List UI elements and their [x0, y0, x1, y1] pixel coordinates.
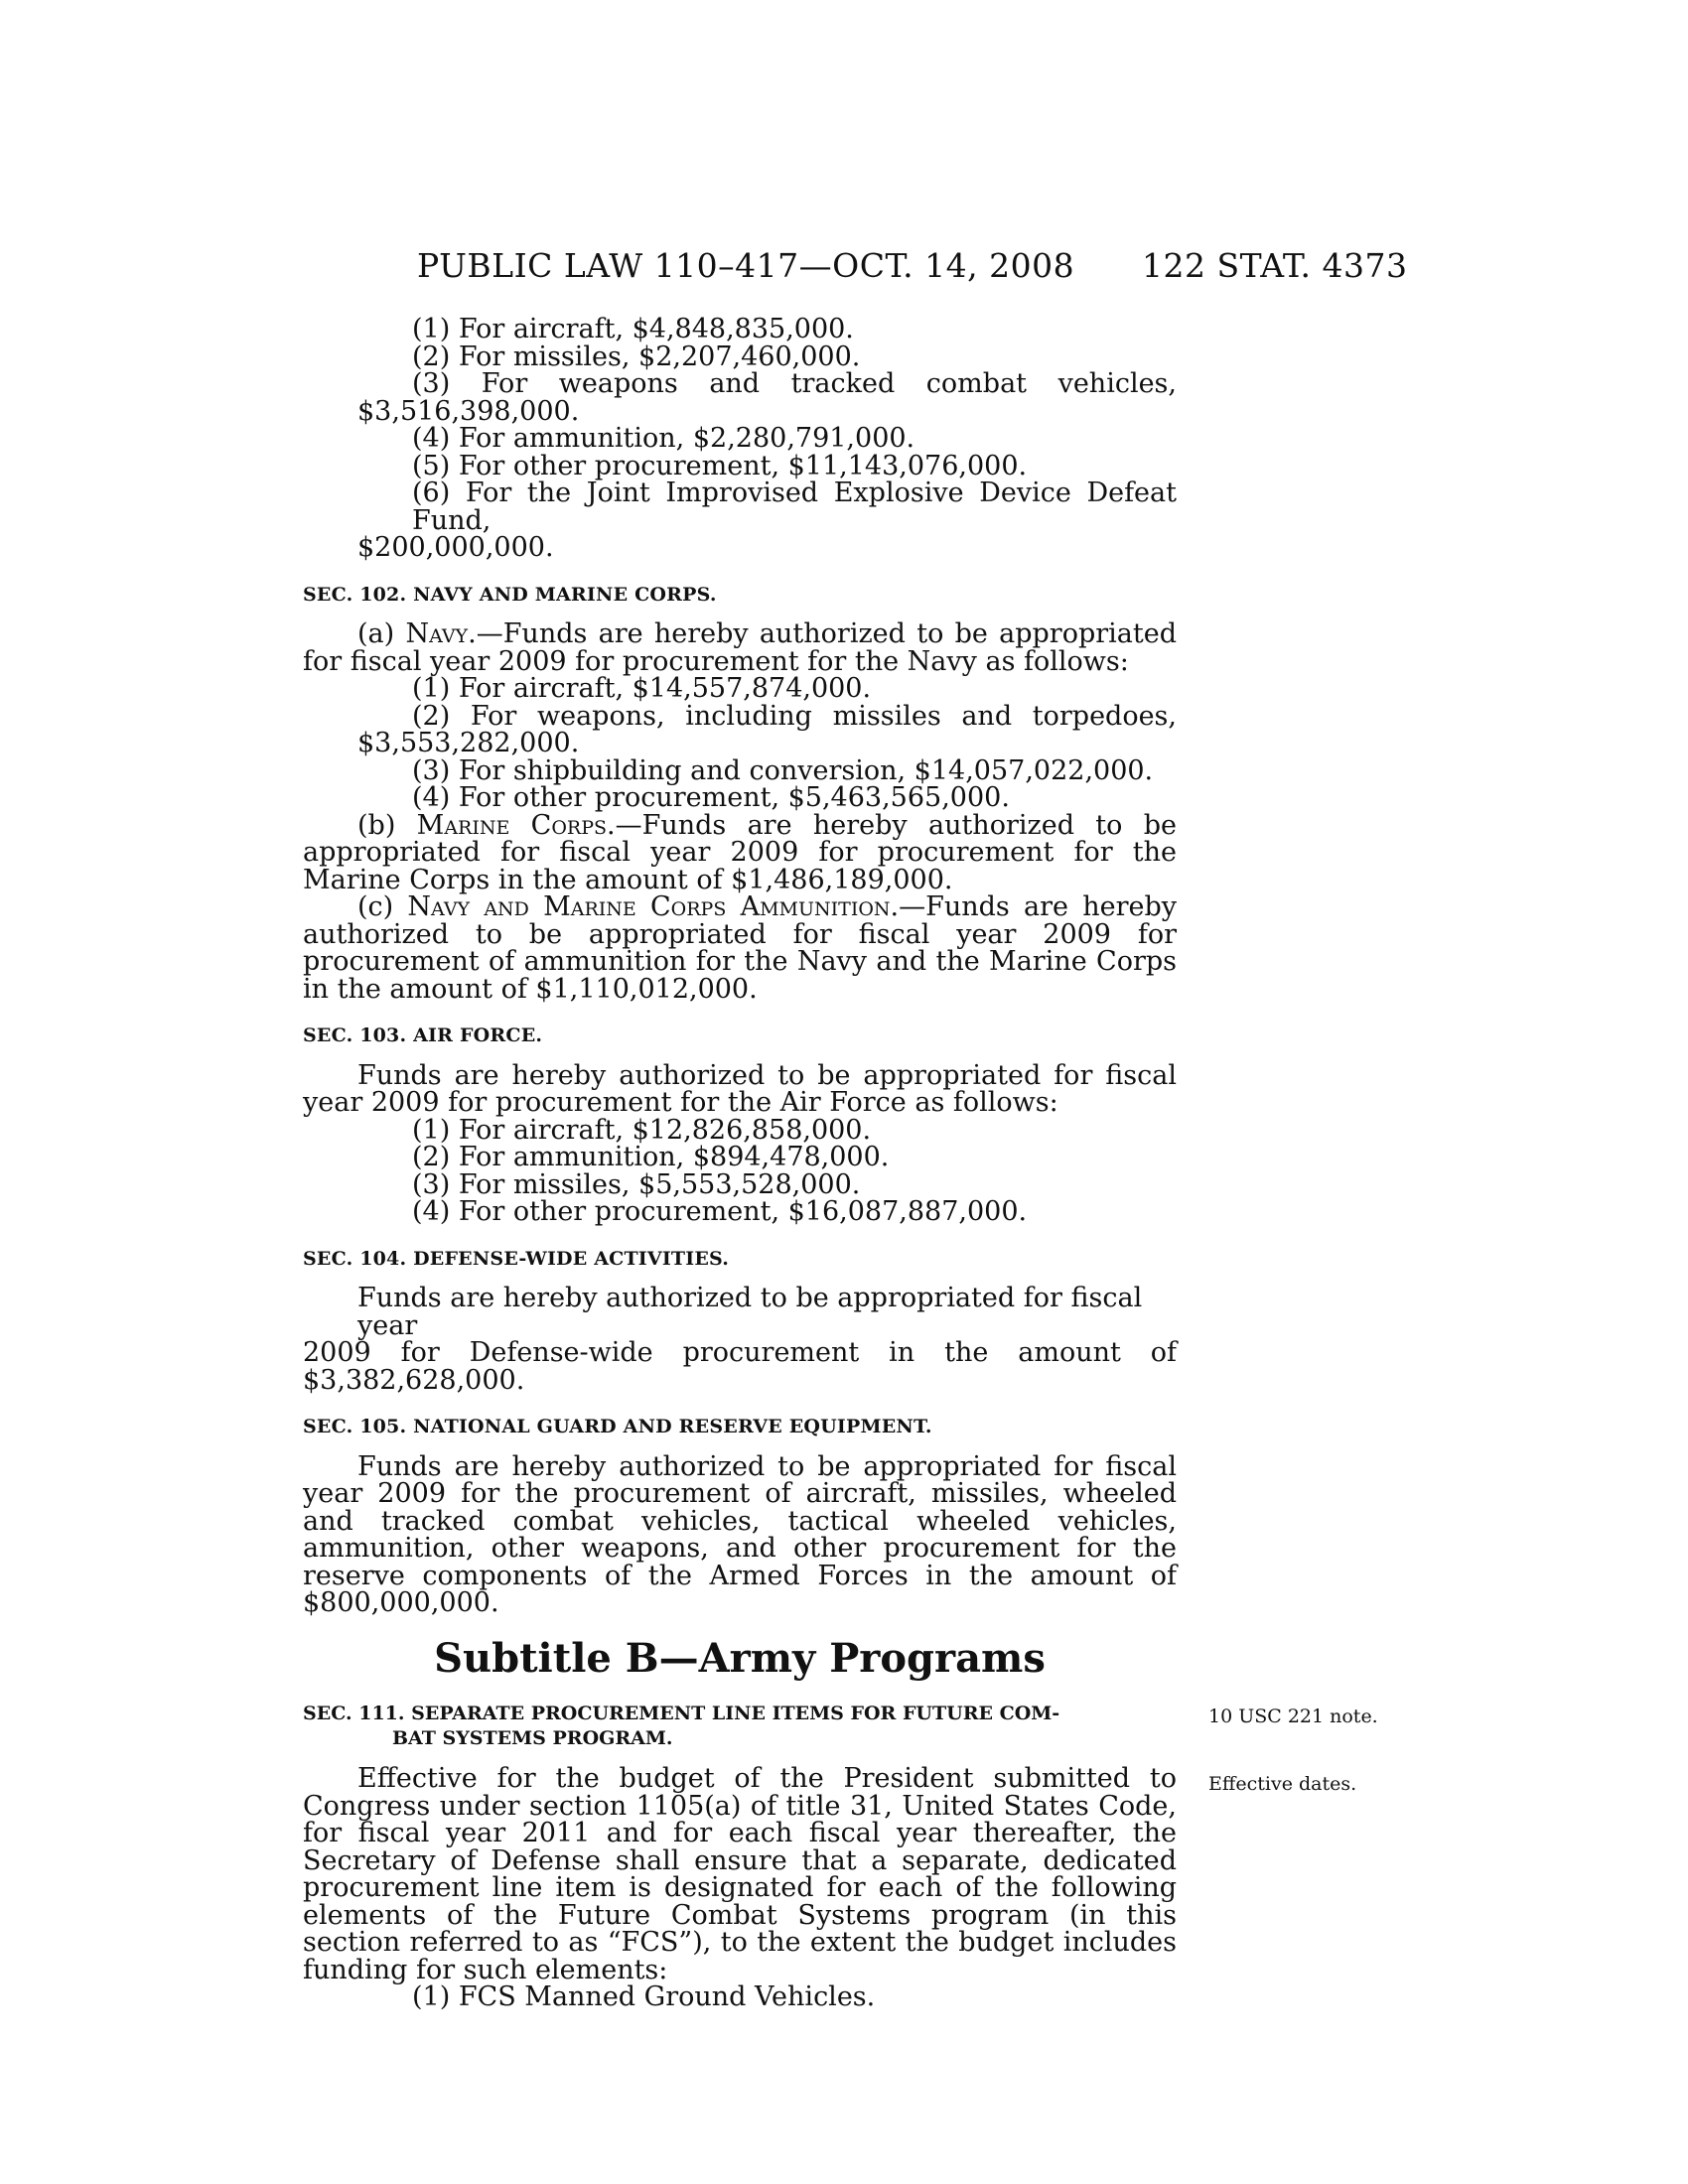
section-111: [303, 1702, 1378, 2012]
section-heading-line: BAT SYSTEMS PROGRAM.: [392, 1727, 673, 1749]
list-item: (4) For other procurement, $16,087,887,000.: [412, 1196, 1028, 1227]
section-heading-111: [303, 1702, 1177, 1751]
section-heading-line: SEC. 111. SEPARATE PROCUREMENT LINE ITEMS FOR FUTURE COM-: [303, 1703, 1060, 1724]
subsection-caption: Navy and Marine Corps Ammunition: [407, 891, 891, 922]
list-item-continuation: $3,553,282,000.: [357, 728, 580, 758]
margin-note-effective: Effective dates.: [1208, 1773, 1357, 1795]
subsection-label: (b): [357, 809, 417, 841]
subsection-c: [303, 893, 1177, 1003]
list-item: (2) For missiles, $2,207,460,000.: [412, 341, 861, 372]
list-item: (4) For ammunition, $2,280,791,000.: [412, 423, 915, 454]
list-item-continuation: $200,000,000.: [357, 532, 554, 563]
list-item: (2) For weapons, including missiles and torpedoes,: [412, 700, 1177, 732]
list-item: (1) For aircraft, $12,826,858,000.: [412, 1114, 872, 1146]
section-heading-104: SEC. 104. DEFENSE-WIDE ACTIVITIES.: [303, 1247, 730, 1270]
list-item: (6) For the Joint Improvised Explosive Device Defeat Fund,: [412, 478, 1177, 536]
running-header-title: PUBLIC LAW 110–417—OCT. 14, 2008: [417, 246, 1075, 285]
document-body: [303, 314, 1378, 2012]
list-item: (3) For weapons and tracked combat vehicles,: [412, 368, 1177, 399]
running-header-stat: 122 STAT. 4373: [1142, 246, 1408, 285]
list-item: (1) For aircraft, $14,557,874,000.: [412, 673, 872, 704]
subsection-caption: Navy: [405, 618, 469, 649]
list-item: (1) For aircraft, $4,848,835,000.: [412, 314, 854, 344]
list-item: (1) FCS Manned Ground Vehicles.: [412, 1981, 876, 2012]
section-heading-102: SEC. 102. NAVY AND MARINE CORPS.: [303, 583, 717, 606]
subsection-caption: Marine Corps: [416, 809, 608, 841]
section-text-line: $3,382,628,000.: [303, 1364, 525, 1396]
subsection-text: .—Funds are hereby authorized to be appropriated for fiscal year 2009 for procurement for the Navy as follows:: [303, 618, 1177, 677]
subsection-text: .—Funds are hereby authorized to be appropriated for fiscal year 2009 for procurement of ammunition for the Navy and the Marine Corps in the amount of $1,110,012,000.: [303, 891, 1177, 1005]
subsection-text: .—Funds are hereby authorized to be appropriated for fiscal year 2009 for procurement for the Marine Corps in the amount of $1,486,189,000.: [303, 809, 1177, 895]
section-text: Funds are hereby authorized to be appropriated for fiscal year: [357, 1283, 1143, 1341]
section-text: Funds are hereby authorized to be appropriated for fiscal year 2009 for procurement for the Air Force as follows:: [303, 1059, 1177, 1118]
list-item: (2) For ammunition, $894,478,000.: [412, 1142, 890, 1172]
section-text: Funds are hereby authorized to be appropriated for fiscal year 2009 for the procurement of aircraft, missiles, wheeled and tracked combat vehicles, tactical wheeled vehicles, ammunition, other weapons, and other procurement for the reserve components of the Armed Forces in the amount of $800,000,000.: [303, 1450, 1177, 1618]
list-item: (3) For shipbuilding and conversion, $14,057,022,000.: [412, 754, 1154, 786]
list-item-continuation: $3,516,398,000.: [357, 395, 580, 427]
section-heading-105: SEC. 105. NATIONAL GUARD AND RESERVE EQUIPMENT.: [303, 1416, 932, 1437]
list-item: (5) For other procurement, $11,143,076,000.: [412, 450, 1028, 481]
subsection-label: (c): [357, 891, 408, 922]
section-text-line: 2009 for Defense-wide procurement in the amount of: [303, 1337, 1177, 1368]
subsection-label: (a): [357, 618, 406, 649]
subsection-a: [303, 620, 1177, 675]
section-heading-103: SEC. 103. AIR FORCE.: [303, 1024, 543, 1046]
list-item: (4) For other procurement, $5,463,565,000.: [412, 782, 1010, 813]
list-item: (3) For missiles, $5,553,528,000.: [412, 1168, 861, 1200]
subtitle-heading: Subtitle B—Army Programs: [434, 1634, 1046, 1682]
margin-note-citation: 10 USC 221 note.: [1208, 1706, 1378, 1727]
subsection-b: [303, 809, 1177, 895]
section-text: Effective for the budget of the President submitted to Congress under section 1105(a) of title 31, United States Code, for fiscal year 2011 and for each fiscal year thereafter, the Secretary of Defense shall ensure that a separate, dedicated procurement line item is designated for each of the following elements of the Future Combat Systems program (in this section referred to as “FCS”), to the extent the budget includes funding for such elements:: [303, 1763, 1177, 1985]
